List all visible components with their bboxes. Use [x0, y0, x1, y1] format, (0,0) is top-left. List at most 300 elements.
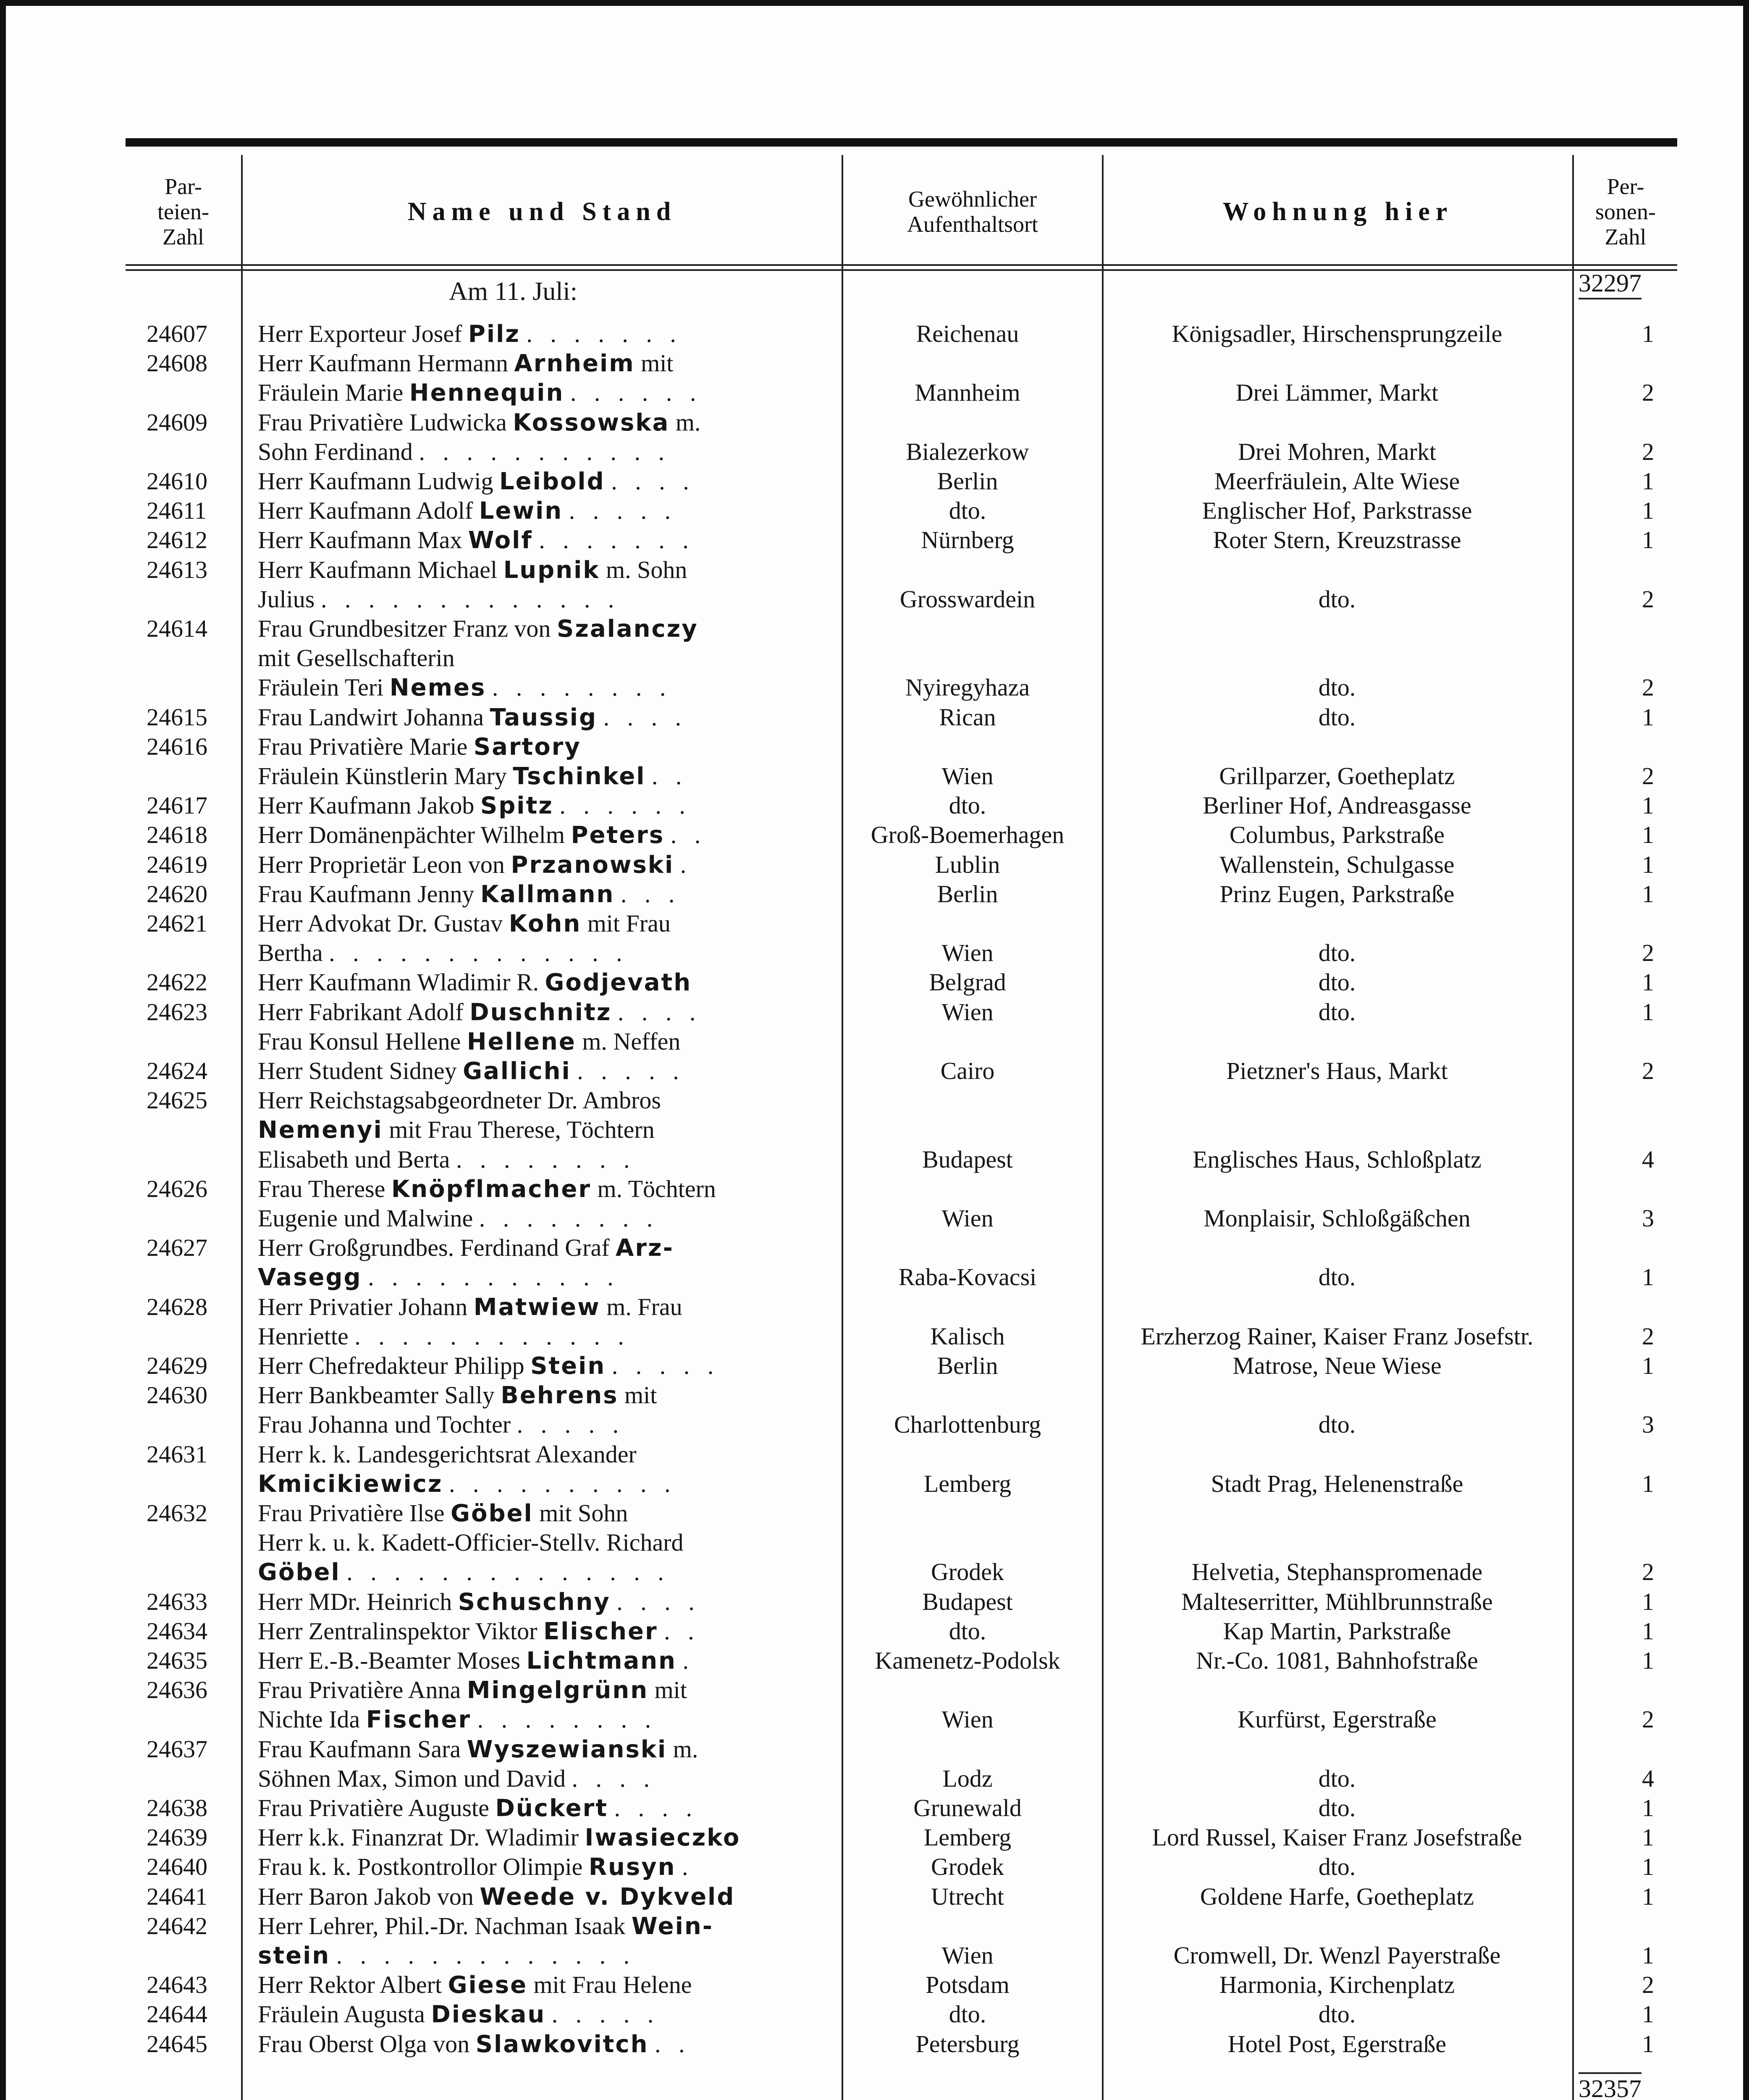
- leader-dots: . .: [664, 1617, 700, 1645]
- local-lodging: Lord Russel, Kaiser Franz Josefstraße: [1152, 1824, 1522, 1851]
- name-prefix: mit Gesellschafterin: [258, 644, 455, 672]
- party-number: 24608: [147, 349, 207, 377]
- leader-dots: .: [682, 1853, 694, 1881]
- local-lodging: Pietzner's Haus, Markt: [1226, 1057, 1448, 1084]
- local-lodging: [1102, 1026, 1572, 1056]
- surname: Tschinkel: [513, 763, 646, 790]
- usual-residence: Grosswardein: [899, 585, 1036, 613]
- surname: Knöpflmacher: [391, 1175, 591, 1203]
- person-count: 1: [1642, 1853, 1654, 1881]
- surname: Wolf: [468, 527, 533, 554]
- party-number: [147, 1764, 273, 1793]
- surname: Leibold: [499, 468, 605, 495]
- name-prefix: Frau Privatière Marie: [258, 732, 474, 760]
- person-count: [1579, 1233, 1654, 1263]
- local-lodging: [1102, 1498, 1572, 1528]
- party-number: [147, 1321, 273, 1351]
- name-suffix: mit: [635, 349, 674, 377]
- table-row: [126, 1469, 1677, 1499]
- table-row: [126, 525, 1677, 555]
- local-lodging: dto.: [1318, 1263, 1356, 1291]
- local-lodging: Goldene Harfe, Goetheplatz: [1200, 1882, 1474, 1910]
- person-count: 3: [1642, 1411, 1654, 1438]
- name-suffix: mit Frau Helene: [527, 1971, 692, 1999]
- name-suffix: m.: [669, 408, 701, 436]
- surname: Göbel: [258, 1559, 341, 1586]
- person-count: [1579, 555, 1654, 585]
- table-row: [126, 407, 1677, 437]
- party-number: 24642: [147, 1912, 207, 1940]
- local-lodging: dto.: [1318, 1764, 1356, 1792]
- leader-dots: . .: [654, 2030, 691, 2058]
- person-count: 1: [1642, 497, 1654, 525]
- surname: Schuschny: [458, 1588, 611, 1616]
- table-row: [126, 2029, 1677, 2059]
- name-prefix: Frau Oberst Olga von: [258, 2030, 476, 2058]
- person-count: 1: [1642, 1882, 1654, 1910]
- surname: Fischer: [366, 1706, 472, 1734]
- person-count: 1: [1642, 1470, 1654, 1497]
- table-row: [126, 378, 1677, 407]
- name-suffix: m. Neffen: [576, 1027, 681, 1055]
- party-number: 24637: [147, 1735, 207, 1763]
- person-count: 1: [1642, 792, 1654, 819]
- name-prefix: Herr Baron Jakob von: [258, 1882, 480, 1910]
- table-row: [126, 790, 1677, 820]
- table-row: [126, 1115, 1677, 1144]
- party-number: 24645: [147, 2030, 207, 2058]
- name-prefix: Herr Kaufmann Michael: [258, 556, 503, 583]
- local-lodging: [1102, 908, 1572, 938]
- party-number: 24628: [147, 1293, 207, 1320]
- name-suffix: mit Frau Therese, Töchtern: [383, 1116, 655, 1144]
- person-count: 1: [1642, 1824, 1654, 1851]
- local-lodging: Stadt Prag, Helenenstraße: [1211, 1470, 1463, 1497]
- person-count: 1: [1642, 1647, 1654, 1674]
- table-row: [126, 820, 1677, 850]
- person-count: 1: [1642, 2000, 1654, 2028]
- local-lodging: Meerfräulein, Alte Wiese: [1214, 467, 1460, 495]
- usual-residence: [842, 732, 1093, 761]
- name-prefix: Herr Student Sidney: [258, 1057, 463, 1084]
- local-lodging: dto.: [1318, 703, 1356, 731]
- person-count: [1579, 643, 1654, 673]
- surname: Przanowski: [511, 851, 674, 879]
- usual-residence: Charlottenburg: [894, 1411, 1041, 1438]
- person-count: 1: [1642, 526, 1654, 554]
- surname: Spitz: [480, 792, 553, 820]
- person-count: [1579, 732, 1654, 761]
- usual-residence: Grodek: [931, 1558, 1004, 1586]
- local-lodging: [1102, 1734, 1572, 1764]
- carry-over-total: 32297: [1579, 268, 1641, 299]
- person-count: 1: [1642, 467, 1654, 495]
- person-count: 1: [1642, 1263, 1654, 1291]
- party-number: 24616: [147, 732, 207, 760]
- party-number: [147, 1704, 273, 1734]
- usual-residence: Kalisch: [930, 1322, 1005, 1350]
- table-row: [126, 1410, 1677, 1439]
- party-number: 24612: [147, 526, 207, 554]
- name-prefix: Herr Zentralinspektor Viktor: [258, 1617, 543, 1645]
- table-row: [126, 1852, 1677, 1882]
- party-number: [147, 584, 273, 614]
- name-prefix: Herr Kaufmann Ludwig: [258, 467, 499, 495]
- leader-dots: . . . .: [572, 1764, 656, 1792]
- leader-dots: . . . . . . . . . . . . .: [320, 585, 620, 613]
- local-lodging: Prinz Eugen, Parkstraße: [1219, 880, 1455, 908]
- local-lodging: [1102, 643, 1572, 673]
- local-lodging: Wallenstein, Schulgasse: [1219, 850, 1455, 878]
- surname: Nemes: [389, 674, 486, 702]
- leader-dots: . . . . . .: [559, 792, 691, 819]
- table-row: [126, 1292, 1677, 1322]
- party-number: 24610: [147, 467, 207, 495]
- table-row: [126, 1940, 1677, 1970]
- name-prefix: Herr Kaufmann Adolf: [258, 497, 479, 525]
- party-number: 24622: [147, 969, 207, 996]
- table-row: [126, 496, 1677, 525]
- table-row: [126, 850, 1677, 879]
- person-count: 2: [1642, 674, 1654, 701]
- person-count: [1579, 1380, 1654, 1410]
- table-row: [126, 1144, 1677, 1174]
- name-prefix: Frau Privatière Auguste: [258, 1794, 496, 1822]
- surname: Peters: [571, 822, 665, 849]
- party-number: 24615: [147, 703, 207, 731]
- name-suffix: m. Sohn: [600, 556, 687, 583]
- local-lodging: [1102, 1115, 1572, 1144]
- party-number: 24614: [147, 615, 207, 642]
- local-lodging: [1102, 348, 1572, 378]
- person-count: 2: [1642, 1971, 1654, 1999]
- surname: Weede v. Dykveld: [480, 1883, 735, 1911]
- local-lodging: dto.: [1318, 969, 1356, 996]
- person-count: 1: [1642, 703, 1654, 731]
- local-lodging: Drei Lämmer, Markt: [1235, 379, 1439, 407]
- person-count: 1: [1642, 850, 1654, 878]
- name-prefix: Frau Konsul Hellene: [258, 1027, 467, 1055]
- party-number: [147, 1115, 273, 1144]
- usual-residence: Berlin: [937, 1352, 998, 1379]
- name-prefix: Elisabeth und Berta: [258, 1145, 450, 1173]
- table-row: [126, 1380, 1677, 1410]
- usual-residence: [842, 348, 1093, 378]
- name-prefix: Frau k. k. Postkontrollor Olimpie: [258, 1853, 589, 1881]
- name-prefix: Julius: [258, 585, 315, 613]
- party-number: 24627: [147, 1234, 207, 1262]
- person-count: 2: [1642, 762, 1654, 790]
- surname: Nemenyi: [258, 1116, 383, 1144]
- name-prefix: Herr Fabrikant Adolf: [258, 998, 470, 1026]
- usual-residence: Wien: [941, 1706, 994, 1733]
- party-number: 24619: [147, 850, 207, 878]
- local-lodging: Columbus, Parkstraße: [1229, 821, 1445, 849]
- usual-residence: [842, 1734, 1093, 1764]
- party-number: [147, 1026, 273, 1056]
- table-row: [126, 1764, 1677, 1793]
- usual-residence: Berlin: [937, 467, 998, 495]
- usual-residence: Nürnberg: [921, 526, 1014, 554]
- party-number: [147, 643, 273, 673]
- usual-residence: Budapest: [922, 1588, 1013, 1615]
- table-row: [126, 997, 1677, 1027]
- party-number: [147, 761, 273, 791]
- usual-residence: [842, 1292, 1093, 1322]
- party-number: [147, 1940, 273, 1970]
- surname: Mingelgrünn: [467, 1677, 649, 1704]
- party-number: [147, 1410, 273, 1439]
- name-prefix: Herr Kaufmann Max: [258, 526, 468, 554]
- leader-dots: .: [682, 1647, 695, 1674]
- local-lodging: dto.: [1318, 585, 1356, 613]
- surname: Gallichi: [463, 1058, 571, 1085]
- usual-residence: Lemberg: [923, 1824, 1012, 1851]
- leader-dots: . . . . .: [551, 2000, 660, 2028]
- surname: Wein-: [631, 1912, 713, 1940]
- name-prefix: Fräulein Künstlerin Mary: [258, 762, 513, 790]
- surname: Dückert: [495, 1795, 608, 1822]
- name-prefix: Sohn Ferdinand: [258, 438, 413, 465]
- surname: Kmicikiewicz: [258, 1470, 443, 1498]
- party-number: 24638: [147, 1794, 207, 1822]
- local-lodging: [1102, 1675, 1572, 1705]
- party-number: 24631: [147, 1440, 207, 1468]
- table-row: [126, 1704, 1677, 1734]
- party-number: 24630: [147, 1381, 207, 1409]
- leader-dots: . . . .: [617, 998, 702, 1026]
- person-count: [1579, 1911, 1654, 1941]
- name-suffix: mit: [618, 1381, 657, 1409]
- name-prefix: Herr Exporteur Josef: [258, 320, 468, 347]
- party-number: 24644: [147, 2000, 207, 2028]
- table-row: [126, 1498, 1677, 1528]
- usual-residence: [842, 1115, 1093, 1144]
- party-number: 24618: [147, 821, 207, 849]
- date-heading: Am 11. Juli:: [449, 277, 578, 306]
- leader-dots: . . . . .: [611, 1352, 720, 1379]
- person-count: [1579, 1085, 1654, 1115]
- person-count: [1579, 1115, 1654, 1144]
- usual-residence: dto.: [949, 2000, 986, 2028]
- person-count: [1579, 1026, 1654, 1056]
- person-count: 1: [1642, 880, 1654, 908]
- usual-residence: Lublin: [935, 850, 1000, 878]
- party-number: 24632: [147, 1499, 207, 1527]
- local-lodging: [1102, 555, 1572, 585]
- usual-residence: [842, 643, 1093, 673]
- name-prefix: Herr Advokat Dr. Gustav: [258, 910, 509, 937]
- person-count: [1579, 348, 1654, 378]
- table-row: [126, 761, 1677, 791]
- party-number: [147, 1557, 273, 1587]
- surname: Szalanczy: [556, 615, 698, 643]
- party-number: [147, 672, 273, 702]
- usual-residence: [842, 1233, 1093, 1263]
- leader-dots: .: [680, 850, 692, 878]
- usual-residence: [842, 1174, 1093, 1204]
- name-prefix: Herr k. k. Landesgerichtsrat Alexander: [258, 1440, 637, 1468]
- usual-residence: dto.: [949, 1617, 986, 1645]
- usual-residence: Belgrad: [929, 969, 1006, 996]
- person-count: 1: [1642, 1352, 1654, 1379]
- surname: Wyszewianski: [467, 1735, 667, 1763]
- surname: Lewin: [479, 497, 563, 525]
- name-suffix: m. Frau: [600, 1293, 682, 1320]
- table-row: [126, 908, 1677, 938]
- local-lodging: [1102, 1911, 1572, 1941]
- table-row: [126, 1793, 1677, 1823]
- usual-residence: Berlin: [937, 880, 998, 908]
- local-lodging: [1102, 407, 1572, 437]
- party-number: [147, 378, 273, 407]
- surname: Lupnik: [503, 556, 600, 584]
- table-row: [126, 1675, 1677, 1705]
- name-suffix: mit: [648, 1676, 687, 1704]
- person-count: 2: [1642, 1057, 1654, 1084]
- local-lodging: dto.: [1318, 2000, 1356, 2028]
- usual-residence: [842, 1675, 1093, 1705]
- name-prefix: Herr Kaufmann Jakob: [258, 792, 480, 819]
- name-prefix: Frau Kaufmann Sara: [258, 1735, 467, 1763]
- local-lodging: Matrose, Neue Wiese: [1232, 1352, 1442, 1379]
- usual-residence: Mannheim: [915, 379, 1020, 407]
- party-number: 24636: [147, 1676, 207, 1704]
- person-count: 4: [1642, 1764, 1654, 1792]
- table-row: [126, 1026, 1677, 1056]
- name-prefix: Herr Kaufmann Hermann: [258, 349, 514, 377]
- surname: Pilz: [468, 320, 520, 348]
- local-lodging: dto.: [1318, 1794, 1356, 1822]
- name-prefix: Frau Grundbesitzer Franz von: [258, 615, 557, 642]
- local-lodging: Nr.-Co. 1081, Bahnhofstraße: [1196, 1647, 1478, 1674]
- person-count: 1: [1642, 1588, 1654, 1615]
- person-count: 1: [1642, 969, 1654, 996]
- usual-residence: [842, 1026, 1093, 1056]
- usual-residence: [842, 1439, 1093, 1469]
- usual-residence: Utrecht: [931, 1882, 1004, 1910]
- table-row: [126, 1882, 1677, 1911]
- header-aufenthaltsort: Gewöhnlicher Aufenthaltsort: [907, 186, 1038, 237]
- leader-dots: . . . . . . . . . . .: [368, 1263, 619, 1291]
- person-count: 1: [1642, 998, 1654, 1026]
- local-lodging: Königsadler, Hirschensprungzeile: [1172, 320, 1503, 347]
- person-count: [1579, 908, 1654, 938]
- leader-dots: . . . . . . . . . . . . .: [329, 939, 628, 967]
- table-row: [126, 702, 1677, 732]
- local-lodging: Monplaisir, Schloßgäßchen: [1204, 1205, 1471, 1232]
- usual-residence: Kamenetz-Podolsk: [875, 1647, 1060, 1674]
- person-count: 2: [1642, 438, 1654, 465]
- usual-residence: Raba-Kovacsi: [898, 1263, 1037, 1291]
- person-count: [1579, 1528, 1654, 1557]
- table-row: [126, 1999, 1677, 2029]
- surname: Kossowska: [513, 409, 670, 436]
- leader-dots: . . . . . . . . . . . . .: [336, 1942, 636, 1969]
- usual-residence: [842, 1911, 1093, 1941]
- surname: Kallmann: [480, 880, 615, 908]
- usual-residence: Nyiregyhaza: [905, 674, 1030, 701]
- surname: Hennequin: [409, 379, 564, 407]
- usual-residence: Wien: [941, 762, 994, 790]
- local-lodging: [1102, 1439, 1572, 1469]
- party-number: 24624: [147, 1057, 207, 1084]
- person-count: 1: [1642, 2030, 1654, 2058]
- name-prefix: Frau Kaufmann Jenny: [258, 880, 480, 908]
- local-lodging: Kurfürst, Egerstraße: [1238, 1706, 1437, 1733]
- name-suffix: mit Sohn: [533, 1499, 628, 1527]
- table-row: [126, 1233, 1677, 1263]
- party-number: [147, 1469, 273, 1499]
- header-parteien-zahl: Par- teien- Zahl: [157, 174, 209, 249]
- name-prefix: Herr Proprietär Leon von: [258, 850, 511, 878]
- party-number: [147, 1262, 273, 1292]
- name-prefix: Frau Johanna und Tochter: [258, 1411, 511, 1438]
- surname: Giese: [448, 1971, 528, 1999]
- usual-residence: Reichenau: [916, 320, 1019, 347]
- party-number: [147, 1528, 273, 1557]
- local-lodging: dto.: [1318, 1853, 1356, 1881]
- surname: Vasegg: [258, 1264, 362, 1292]
- leader-dots: . . . . . . . .: [456, 1145, 636, 1173]
- header-name-und-stand: Name und Stand: [407, 197, 677, 226]
- person-count: [1579, 407, 1654, 437]
- name-prefix: Eugenie und Malwine: [258, 1205, 473, 1232]
- local-lodging: [1102, 1292, 1572, 1322]
- leader-dots: . . . . . . . . . . .: [419, 438, 670, 465]
- name-prefix: Herr Lehrer, Phil.-Dr. Nachman Isaak: [258, 1912, 632, 1940]
- usual-residence: [842, 407, 1093, 437]
- party-number: 24613: [147, 556, 207, 583]
- surname: Dieskau: [431, 2001, 546, 2029]
- local-lodging: Malteserritter, Mühlbrunnstraße: [1181, 1588, 1493, 1615]
- leader-dots: . . . .: [603, 703, 687, 731]
- name-prefix: Nichte Ida: [258, 1706, 366, 1733]
- party-number: 24635: [147, 1647, 207, 1674]
- name-prefix: Fräulein Augusta: [258, 2000, 431, 2028]
- name-prefix: Herr Bankbeamter Sally: [258, 1381, 501, 1409]
- usual-residence: Petersburg: [915, 2030, 1020, 2058]
- table-row: [126, 614, 1677, 643]
- table-row: [126, 967, 1677, 997]
- name-prefix: Herr E.-B.-Beamter Moses: [258, 1647, 527, 1674]
- surname: Arz-: [616, 1234, 674, 1262]
- surname: Kohn: [509, 910, 582, 937]
- person-count: [1579, 1498, 1654, 1528]
- table-row: [126, 1085, 1677, 1115]
- person-count: [1579, 1734, 1654, 1764]
- party-number: 24609: [147, 408, 207, 436]
- name-prefix: Frau Landwirt Johanna: [258, 703, 490, 731]
- table-row: [126, 1203, 1677, 1233]
- party-number: [147, 1144, 273, 1174]
- usual-residence: Grunewald: [913, 1794, 1022, 1822]
- table-row: [126, 1557, 1677, 1587]
- name-prefix: Herr Chefredakteur Philipp: [258, 1352, 531, 1379]
- surname: Taussig: [490, 704, 598, 731]
- local-lodging: Helvetia, Stephanspromenade: [1191, 1558, 1483, 1586]
- local-lodging: Kap Martin, Parkstraße: [1223, 1617, 1451, 1645]
- person-count: 1: [1642, 1794, 1654, 1822]
- name-prefix: Herr Rektor Albert: [258, 1971, 448, 1999]
- usual-residence: [842, 555, 1093, 585]
- leader-dots: . . . . .: [577, 1057, 685, 1084]
- local-lodging: dto.: [1318, 939, 1356, 967]
- table-row: [126, 1822, 1677, 1852]
- local-lodging: dto.: [1318, 998, 1356, 1026]
- header-personen-zahl: Per- sonen- Zahl: [1595, 174, 1656, 249]
- party-number: 24621: [147, 910, 207, 937]
